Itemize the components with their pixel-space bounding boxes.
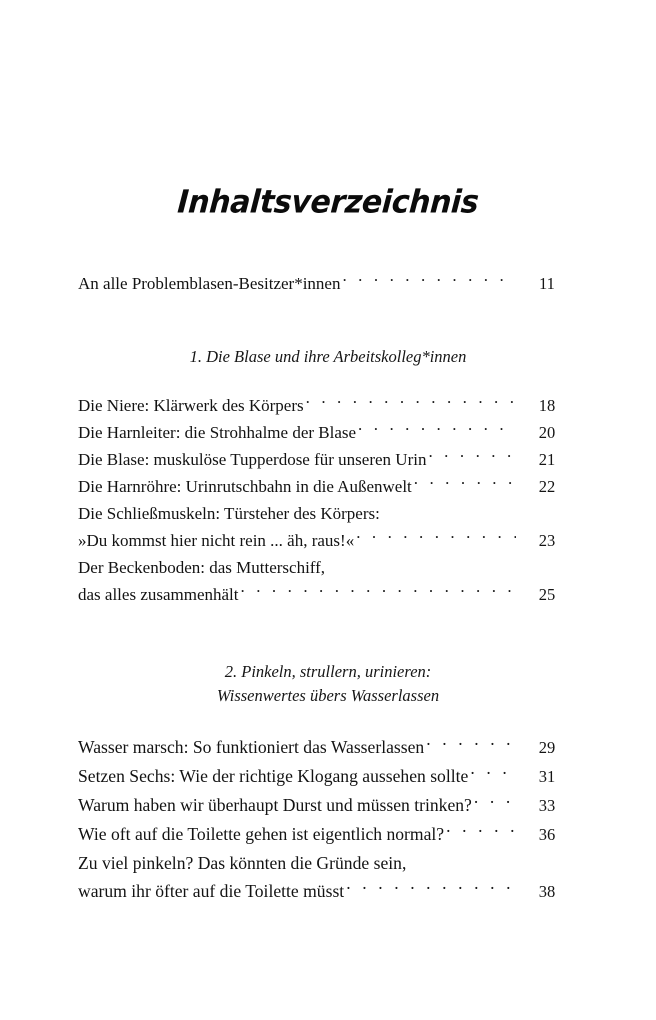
chapter-1-entries (78, 392, 578, 608)
toc-entry[interactable] (78, 762, 578, 791)
toc-entry-continuation[interactable] (78, 581, 578, 608)
chapter-heading-2-line-2: Wissenwertes übers Wasserlassen (216, 686, 440, 705)
dot-leader (358, 421, 516, 438)
toc-entry-label: das alles zusammenhält (78, 585, 239, 604)
toc-entry[interactable] (78, 733, 578, 762)
toc-entry-page: 18 (538, 396, 556, 415)
dot-leader (306, 394, 516, 411)
chapter-heading-2 (101, 660, 556, 708)
dot-leader (474, 793, 516, 811)
toc-entry-label: Zu viel pinkeln? Das könnten die Gründe sein, (78, 853, 407, 873)
dot-leader (346, 879, 516, 897)
toc-entry-label: Setzen Sechs: Wie der richtige Klogang aussehen sollte (78, 766, 469, 786)
toc-entry-page: 23 (538, 531, 556, 550)
spacer (78, 369, 578, 392)
toc-entry-label: warum ihr öfter auf die Toilette müsst (78, 881, 345, 901)
toc-entry[interactable] (78, 820, 578, 849)
toc-entry[interactable] (78, 392, 578, 419)
page-title: Inhaltsverzeichnis (176, 183, 480, 222)
toc-entry[interactable] (78, 849, 578, 877)
toc-entry-page: 22 (538, 477, 556, 496)
toc-entry[interactable] (78, 554, 578, 581)
dot-leader (408, 851, 516, 869)
toc-entry-continuation[interactable] (78, 527, 578, 554)
toc-entry[interactable] (78, 473, 578, 500)
spacer (78, 297, 578, 345)
dot-leader (470, 764, 516, 782)
dot-leader (428, 448, 516, 465)
toc-entry-page: 25 (538, 585, 556, 604)
toc-entry[interactable] (78, 270, 578, 297)
dot-leader (241, 583, 516, 600)
dot-leader (382, 502, 516, 519)
toc-content (78, 270, 578, 906)
toc-entry-label: Die Harnröhre: Urinrutschbahn in die Außenwelt (78, 477, 412, 496)
toc-entry-label: Wasser marsch: So funktioniert das Wasserlassen (78, 737, 425, 757)
chapter-heading-2-line-1: 2. Pinkeln, strullern, urinieren: (224, 662, 432, 681)
chapter-heading-1 (101, 345, 556, 369)
front-matter-section (78, 270, 578, 297)
toc-entry[interactable] (78, 500, 578, 527)
toc-entry-page: 36 (538, 825, 556, 844)
toc-entry-page: 20 (538, 423, 556, 442)
toc-entry-label: Die Blase: muskulöse Tupperdose für unseren Urin (78, 450, 427, 469)
toc-entry-page: 11 (539, 274, 555, 293)
dot-leader (327, 556, 516, 573)
toc-entry[interactable] (78, 446, 578, 473)
toc-entry-label: Die Schließmuskeln: Türsteher des Körpers: (78, 504, 380, 523)
toc-entry[interactable] (78, 419, 578, 446)
toc-entry-label: Die Niere: Klärwerk des Körpers (78, 396, 304, 415)
toc-entry-page: 33 (538, 796, 556, 815)
dot-leader (342, 272, 516, 289)
toc-entry-page: 31 (538, 767, 556, 786)
spacer (78, 708, 578, 733)
dot-leader (414, 475, 516, 492)
dot-leader (446, 822, 516, 840)
toc-entry[interactable] (78, 791, 578, 820)
toc-entry-label: Warum haben wir überhaupt Durst und müssen trinken? (78, 795, 472, 815)
chapter-heading-1-line-1: 1. Die Blase und ihre Arbeitskolleg*innen (189, 347, 467, 366)
toc-entry-label: Der Beckenboden: das Mutterschiff, (78, 558, 326, 577)
spacer (78, 608, 578, 660)
toc-entry-page: 29 (538, 738, 556, 757)
toc-entry-label: An alle Problemblasen-Besitzer*innen (78, 274, 341, 293)
dot-leader (426, 735, 516, 753)
toc-entry-page: 21 (538, 450, 556, 469)
toc-entry-label: Die Harnleiter: die Strohhalme der Blase (78, 423, 357, 442)
toc-entry-label: »Du kommst hier nicht rein ... äh, raus!« (78, 531, 355, 550)
chapter-2-entries (78, 733, 578, 906)
toc-entry-label: Wie oft auf die Toilette gehen ist eigentlich normal? (78, 824, 445, 844)
dot-leader (356, 529, 516, 546)
toc-entry-continuation[interactable] (78, 877, 578, 906)
toc-entry-page: 38 (538, 882, 556, 901)
